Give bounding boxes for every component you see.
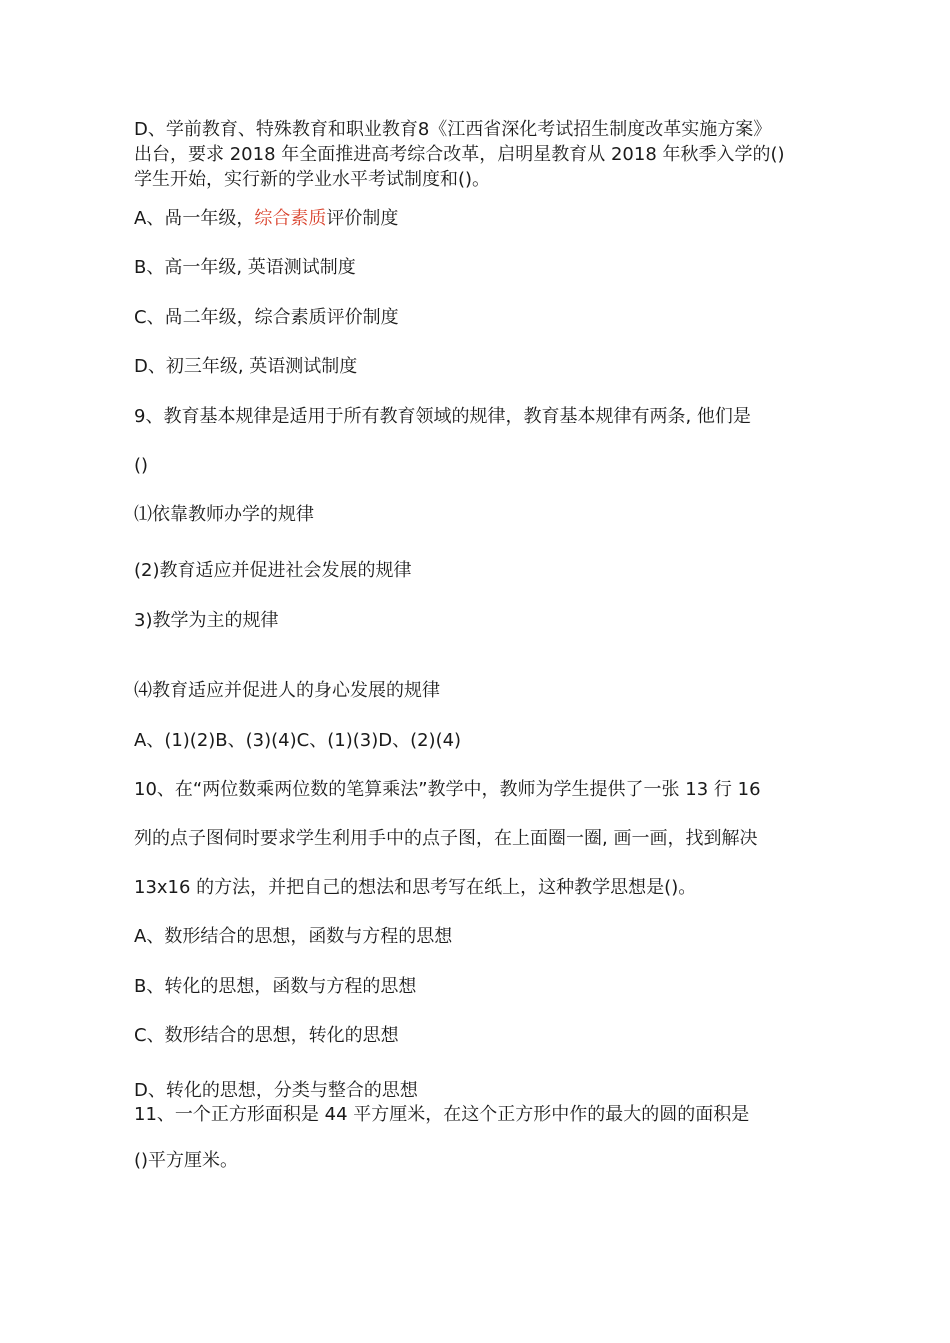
q8-option-c: C、咼二年级，综合素质评价制度 [134, 307, 399, 328]
q8-option-b: B、高一年级, 英语测试制度 [134, 257, 356, 278]
q8-option-d: D、初三年级, 英语测试制度 [134, 356, 358, 377]
q10-stem-line2: 列的点子图伺时要求学生利用手中的点子图，在上面圈一圈, 画一画，找到解决 [134, 828, 758, 849]
q10-option-d: D、转化的思想，分类与整合的思想 [134, 1080, 418, 1101]
q8-option-a-suffix: 评价制度 [326, 208, 399, 229]
q11-stem-line1: 11、一个正方形面积是 44 平方厘米，在这个正方形中作的最大的圆的面积是 [134, 1104, 750, 1125]
q7-option-d: D、学前教育、特殊教育和职业教育 [134, 119, 418, 140]
q11-stem-line2: ()平方厘米。 [134, 1150, 239, 1171]
q10-option-b: B、转化的思想，函数与方程的思想 [134, 976, 417, 997]
q9-item-1: ⑴依靠教师办学的规律 [134, 504, 314, 525]
q8-stem-line3: 学生开始，实行新的学业水平考试制度和()。 [134, 169, 491, 190]
q8-option-a [134, 207, 398, 231]
q10-stem-line1: 10、在“两位数乘两位数的笔算乘法”教学中，教师为学生提供了一张 13 行 16 [134, 779, 761, 800]
q9-item-4: ⑷教育适应并促进人的身心发展的规律 [134, 680, 440, 701]
q9-options: A、(1)(2)B、(3)(4)C、(1)(3)D、(2)(4) [134, 730, 462, 751]
q8-stem-line2: 出台，要求 2018 年全面推进高考综合改革，启明星教育从 2018 年秋季入学的() [134, 144, 785, 165]
q8-first-line [134, 118, 771, 142]
q10-option-c: C、数形结合的思想，转化的思想 [134, 1025, 399, 1046]
q10-option-a: A、数形结合的思想，函数与方程的思想 [134, 926, 453, 947]
q9-stem-line1: 9、教育基本规律是适用于所有教育领域的规律，教育基本规律有两条, 他们是 [134, 406, 751, 427]
q8-option-a-prefix: A、咼一年级， [134, 208, 255, 229]
q10-stem-line3: 13x16 的方法，并把自己的想法和思考写在纸上，这种教学思想是()。 [134, 877, 697, 898]
q8-option-a-highlight: 综合素质 [254, 208, 327, 229]
q9-item-3: 3)教学为主的规律 [134, 610, 279, 631]
q9-item-2: (2)教育适应并促进社会发展的规律 [134, 560, 412, 581]
q8-stem-start: 8《江西省深化考试招生制度改革实施方案》 [417, 119, 772, 140]
q9-stem-line2: () [134, 455, 149, 476]
